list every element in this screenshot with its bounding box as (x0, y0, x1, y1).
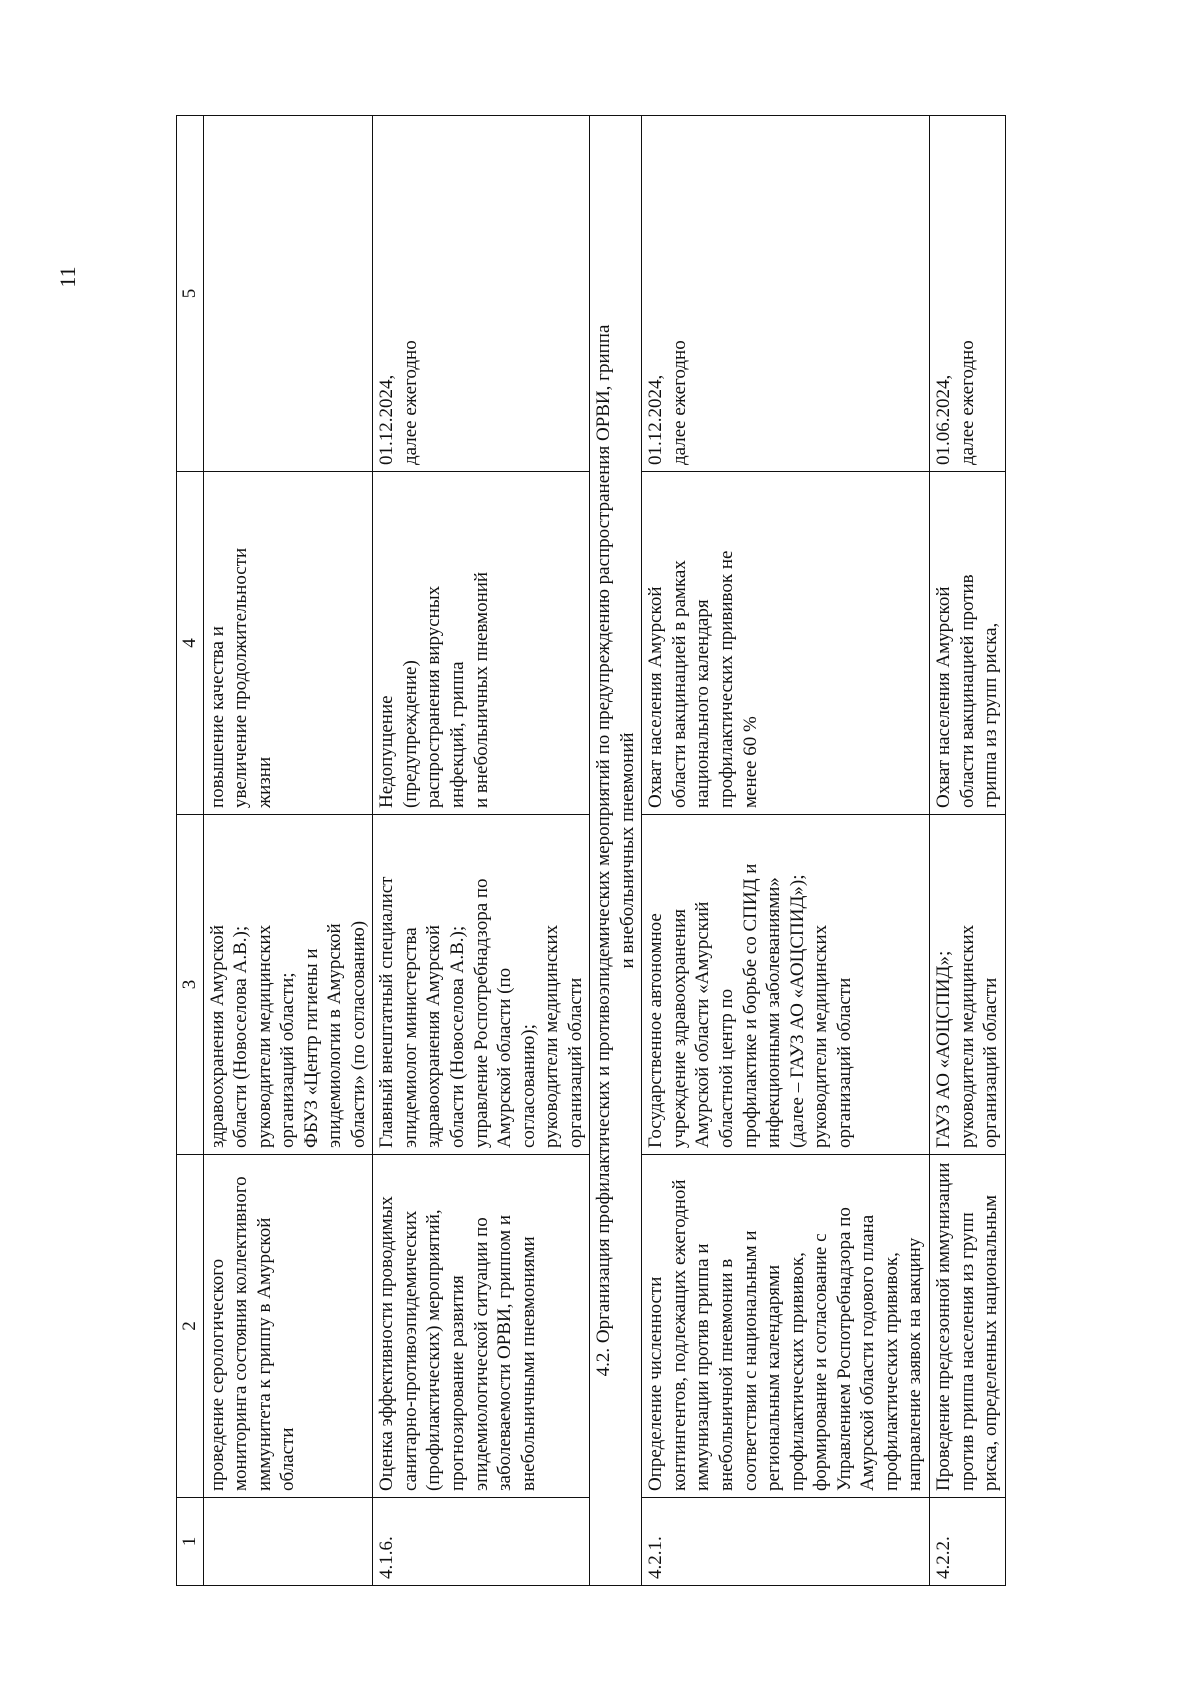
text-line: жизни (253, 756, 275, 808)
measure-cell (642, 1155, 930, 1498)
table-row (203, 116, 373, 1586)
row-number: 4.2.1. (642, 1498, 930, 1586)
row-number: 4.1.6. (373, 1498, 590, 1586)
text-line: 01.06.2024, (932, 374, 954, 465)
text-line: распространения вирусных (423, 585, 445, 808)
text-line: эпидемиолог министерства (399, 927, 421, 1148)
text-line: и внебольничных пневмоний (616, 732, 638, 969)
text-line: эпидемиологии в Амурской (324, 923, 346, 1148)
text-line: против гриппа населения из групп (956, 1212, 978, 1491)
result-cell (203, 472, 373, 815)
header-cell-2: 2 (177, 1155, 204, 1498)
text-line: повышение качества и (206, 626, 228, 808)
text-line: направление заявок на вакцину (904, 1237, 926, 1491)
header-cell-1: 1 (177, 1498, 204, 1586)
text-line: области (Новоселова А.В.); (447, 925, 469, 1148)
text-line: профилактических прививок, (880, 1252, 902, 1491)
measure-cell (373, 1155, 590, 1498)
executor-cell (203, 815, 373, 1155)
section-row (590, 116, 642, 1586)
text-line: (профилактических) мероприятий, (423, 1209, 445, 1491)
text-line: руководители медицинских (810, 924, 832, 1148)
rotated-table-area (176, 116, 1046, 1586)
text-line: внебольничной пневмонии в (716, 1258, 738, 1491)
header-cell-3: 3 (177, 815, 204, 1155)
text-line: организаций области (833, 977, 855, 1148)
text-line: контингентов, подлежащих ежегодной (668, 1179, 690, 1491)
deadline-cell (929, 116, 1005, 472)
text-line: увеличение продолжительности (230, 547, 252, 808)
header-cell-5: 5 (177, 116, 204, 472)
text-line: менее 60 % (739, 716, 761, 808)
text-line: Главный внештатный специалист (376, 876, 398, 1148)
text-line: здравоохранения Амурской (206, 924, 228, 1148)
text-line: региональным календарями (763, 1264, 785, 1491)
text-line: Управлением Роспотребнадзора по (833, 1207, 855, 1491)
header-cell-4: 4 (177, 472, 204, 815)
result-cell (929, 472, 1005, 815)
text-line: (предупреждение) (399, 660, 421, 808)
text-line: профилактических прививок, (786, 1252, 808, 1491)
text-line: организаций области (980, 977, 1002, 1148)
deadline-cell (203, 116, 373, 472)
text-line: гриппа из групп риска, (980, 622, 1002, 808)
text-line: Определение численности (645, 1276, 667, 1491)
text-line: иммунизации против гриппа и (692, 1243, 714, 1491)
executor-cell (373, 815, 590, 1155)
row-number: 4.2.2. (929, 1498, 1005, 1586)
table-row (373, 116, 590, 1586)
text-line: иммунитета к гриппу в Амурской (253, 1217, 275, 1491)
deadline-cell (373, 116, 590, 472)
text-line: Государственное автономное (645, 913, 667, 1148)
text-line: Проведение предсезонной иммунизации (932, 1162, 954, 1491)
text-line: заболеваемости ОРВИ, гриппом и (494, 1214, 516, 1491)
text-line: Амурской области «Амурский (692, 901, 714, 1148)
header-row (177, 116, 204, 1586)
text-line: Оценка эффективности проводимых (376, 1196, 398, 1491)
text-line: прогнозирование развития (447, 1275, 469, 1491)
text-line: и внебольничных пневмоний (470, 571, 492, 808)
text-line: области» (по согласованию) (347, 920, 369, 1148)
text-line: области (277, 1427, 299, 1491)
text-line: Амурской области (по (494, 967, 516, 1148)
text-line: 01.12.2024, (645, 374, 667, 465)
page-number: 11 (55, 266, 80, 288)
text-line: соответствии с национальным и (739, 1230, 761, 1491)
text-line: учреждение здравоохранения (668, 909, 690, 1148)
text-line: санитарно-противоэпидемических (399, 1210, 421, 1491)
text-line: организаций области; (277, 972, 299, 1148)
section-heading (590, 116, 642, 1586)
text-line: (далее – ГАУЗ АО «АОЦСПИД»); (786, 874, 808, 1148)
text-line: ФБУЗ «Центр гигиены и (300, 948, 322, 1148)
text-line: областной центр по (716, 988, 738, 1148)
text-line: области вакцинацией в рамках (668, 560, 690, 808)
text-line: руководители медицинских (956, 924, 978, 1148)
text-line: риска, определенных национальным (980, 1194, 1002, 1491)
measure-cell (929, 1155, 1005, 1498)
text-line: далее ежегодно (399, 340, 421, 465)
text-line: национального календаря (692, 599, 714, 808)
text-line: организаций области (564, 977, 586, 1148)
text-line: эпидемиологической ситуации по (470, 1217, 492, 1491)
text-line: внебольничными пневмониями (517, 1236, 539, 1491)
executor-cell (929, 815, 1005, 1155)
text-line: согласованию); (517, 1024, 539, 1148)
text-line: ГАУЗ АО «АОЦСПИД»; (932, 950, 954, 1148)
text-line: здравоохранения Амурской (423, 924, 445, 1148)
text-line: области вакцинацией против (956, 574, 978, 808)
executor-cell (642, 815, 930, 1155)
text-line: формирование и согласование с (810, 1233, 832, 1491)
text-line: проведение серологического (206, 1258, 228, 1491)
text-line: руководители медицинских (253, 924, 275, 1148)
text-line: инфекционными заболеваниями» (763, 877, 785, 1148)
result-cell (373, 472, 590, 815)
table-row (642, 116, 930, 1586)
text-line: Охват населения Амурской (645, 586, 667, 808)
text-line: профилактических прививок не (716, 550, 738, 808)
text-line: Амурской области годового плана (857, 1214, 879, 1491)
text-line: Недопущение (376, 695, 398, 808)
text-line: профилактике и борьбе со СПИД и (739, 863, 761, 1148)
text-line: Охват населения Амурской (932, 586, 954, 808)
text-line: далее ежегодно (668, 340, 690, 465)
measures-table (176, 115, 1006, 1586)
row-number (203, 1498, 373, 1586)
table-row (929, 116, 1005, 1586)
text-line: управление Роспотребнадзора по (470, 878, 492, 1148)
result-cell (642, 472, 930, 815)
deadline-cell (642, 116, 930, 472)
text-line: области (Новоселова А.В.); (230, 925, 252, 1148)
text-line: руководители медицинских (541, 924, 563, 1148)
measure-cell (203, 1155, 373, 1498)
text-line: 01.12.2024, (376, 374, 398, 465)
text-line: мониторинга состояния коллективного (230, 1176, 252, 1491)
text-line: инфекций, гриппа (447, 661, 469, 808)
text-line: 4.2. Организация профилактических и противоэпидемических мероприятий по предупреждению распространения ОРВИ, гриппа (593, 324, 615, 1377)
text-line: далее ежегодно (956, 340, 978, 465)
